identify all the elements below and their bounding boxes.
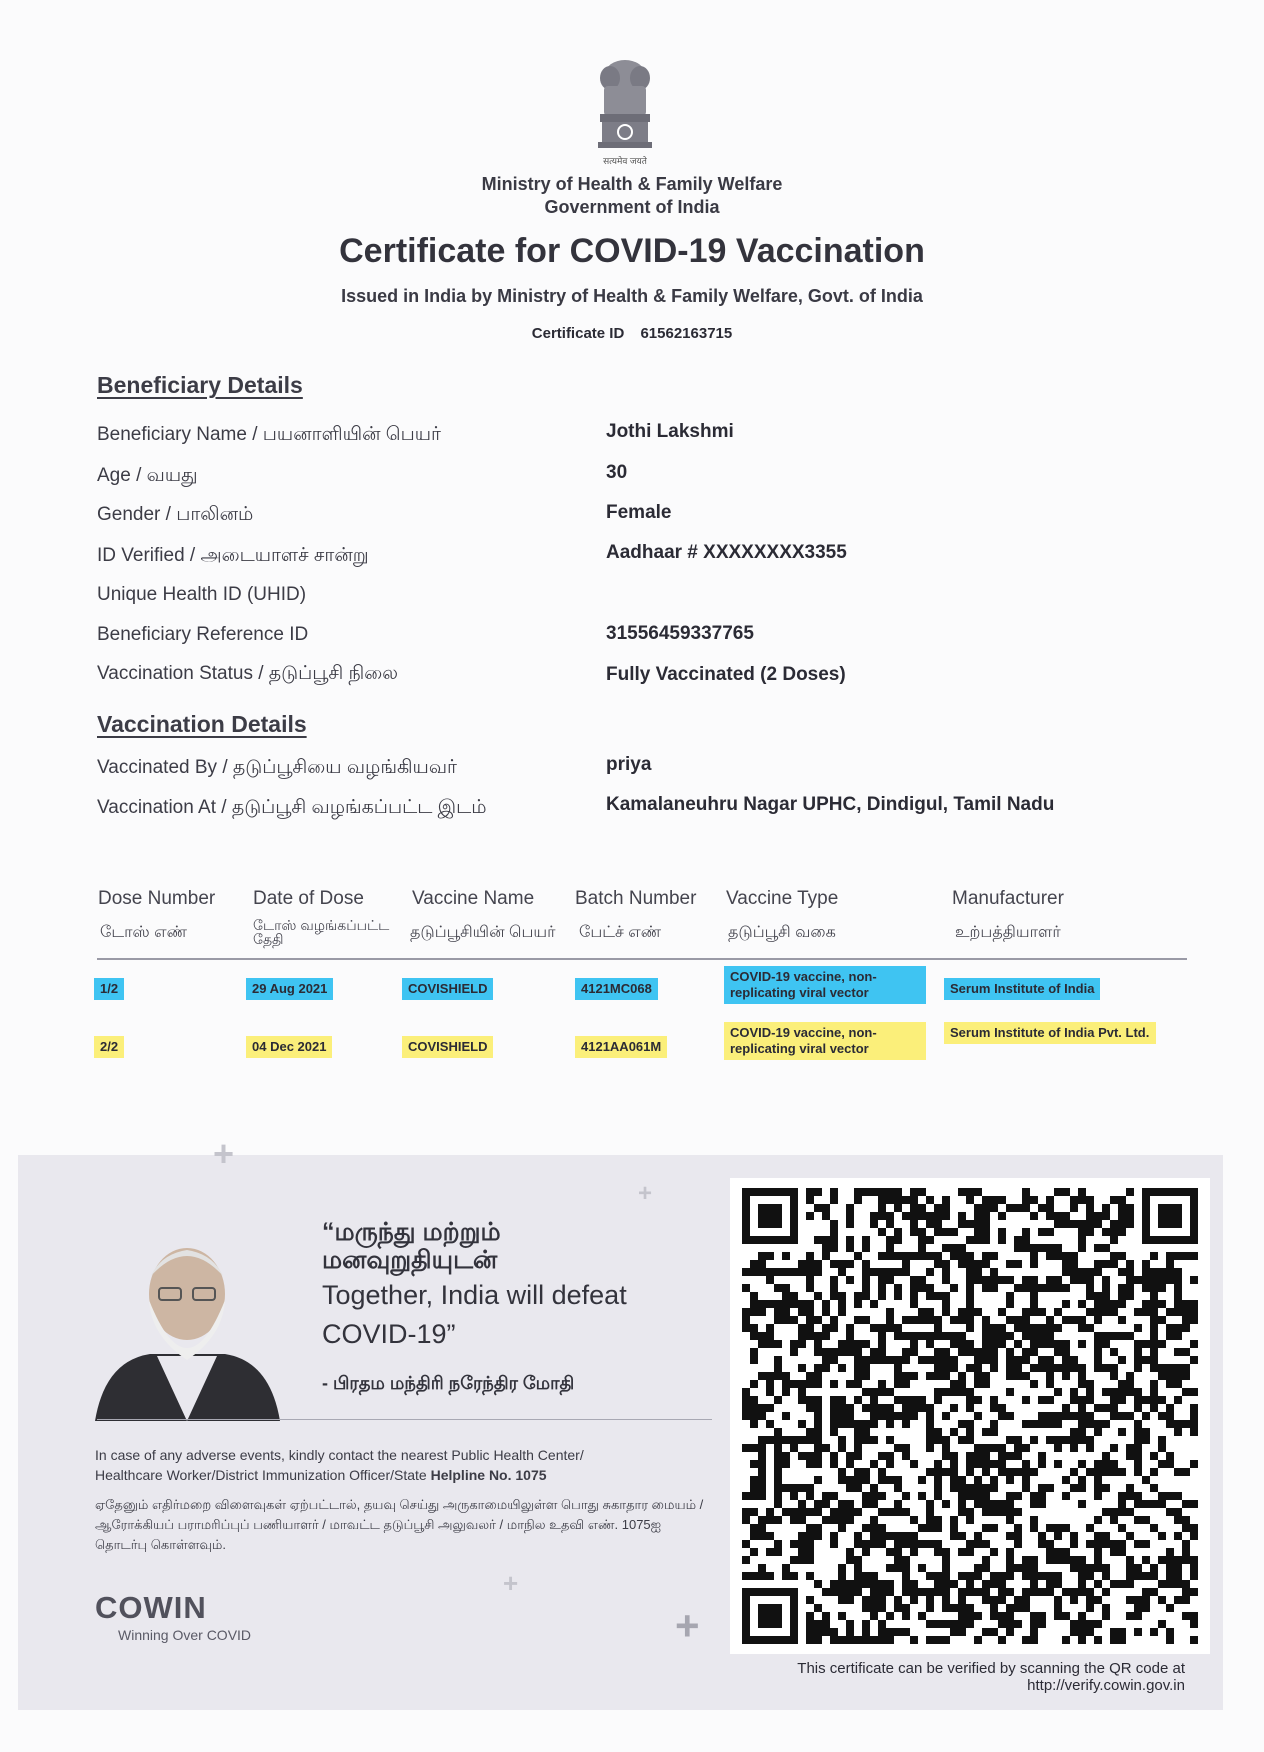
value-vaccinated-by: priya	[606, 754, 652, 775]
national-emblem	[592, 56, 658, 168]
col-header-dose-number-ta: டோஸ் எண்	[100, 924, 187, 941]
table-header-divider	[97, 958, 1187, 960]
dose-1-manufacturer: Serum Institute of India	[944, 978, 1100, 1000]
dose-1-type: COVID-19 vaccine, non-replicating viral vector	[724, 966, 926, 1004]
verification-url: http://verify.cowin.gov.in	[1027, 1677, 1185, 1694]
value-vaccination-at: Kamalaneuhru Nagar UPHC, Dindigul, Tamil Nadu	[606, 794, 1055, 815]
certificate-title: Certificate for COVID-19 Vaccination	[339, 232, 925, 270]
label-vaccination-status: Vaccination Status / தடுப்பூசி நிலை	[97, 663, 398, 684]
col-header-vaccine-name-ta: தடுப்பூசியின் பெயர்	[410, 924, 556, 941]
label-age: Age / வயது	[97, 465, 198, 486]
label-uhid: Unique Health ID (UHID)	[97, 584, 307, 605]
value-name: Jothi Lakshmi	[606, 421, 734, 442]
certificate-subtitle: Issued in India by Ministry of Health & Family Welfare, Govt. of India	[341, 286, 923, 306]
col-header-manufacturer: Manufacturer	[952, 888, 1064, 909]
dose-1-number: 1/2	[94, 978, 124, 1000]
footer-divider	[97, 1419, 712, 1420]
quote-tamil: “மருந்து மற்றும் மனவுறுதியுடன்	[322, 1218, 501, 1274]
quote-attribution: - பிரதம மந்திரி நரேந்திர மோதி	[322, 1373, 575, 1393]
dose-2-date: 04 Dec 2021	[246, 1036, 332, 1058]
label-vaccination-at: Vaccination At / தடுப்பூசி வழங்கப்பட்ட இடம்	[97, 797, 487, 818]
certificate-id-line	[0, 325, 1264, 342]
cowin-tagline: Winning Over COVID	[118, 1627, 252, 1643]
label-reference-id: Beneficiary Reference ID	[97, 624, 309, 645]
qr-code-container	[730, 1178, 1210, 1654]
label-vaccinated-by: Vaccinated By / தடுப்பூசியை வழங்கியவர்	[97, 757, 457, 778]
dose-1-vaccine: COVISHIELD	[402, 978, 493, 1000]
dose-1-date: 29 Aug 2021	[246, 978, 333, 1000]
beneficiary-heading: Beneficiary Details	[97, 372, 303, 398]
verification-notice	[720, 1660, 1185, 1694]
col-header-date-of-dose: Date of Dose	[253, 888, 364, 909]
plus-decoration-icon: +	[638, 1180, 653, 1207]
adverse-events-text: Healthcare Worker/District Immunization Officer/State	[95, 1467, 427, 1483]
dose-2-type: COVID-19 vaccine, non-replicating viral vector	[724, 1022, 926, 1060]
verification-qr-code	[742, 1188, 1198, 1644]
value-age: 30	[606, 462, 628, 483]
value-vaccination-status: Fully Vaccinated (2 Doses)	[606, 664, 846, 685]
plus-decoration-icon: +	[503, 1568, 519, 1598]
helpline-number: Helpline No. 1075	[430, 1467, 547, 1483]
dose-2-batch: 4121AA061M	[575, 1036, 667, 1058]
value-id-verified: Aadhaar # XXXXXXXX3355	[606, 542, 847, 563]
label-id-verified: ID Verified / அடையாளச் சான்று	[97, 545, 369, 566]
plus-decoration-icon: +	[213, 1133, 235, 1174]
emblem-motto: सत्यमेव जयते	[603, 156, 647, 166]
col-header-batch-number: Batch Number	[575, 888, 697, 909]
vaccination-heading: Vaccination Details	[97, 711, 307, 737]
value-reference-id: 31556459337765	[606, 623, 754, 644]
adverse-events-notice-tamil: ஏதேனும் எதிர்மறை விளைவுகள் ஏற்பட்டால், தயவு செய்து அருகாமையிலுள்ள பொது சுகாதார மையம் / ஆரோக்கியப் பராமரிப்புப் பணியாளர் / மாவட்ட தடுப்பூசி அலுவலர் / மாநில உதவி எண். 1075ஐ தொடர்பு கொள்ளவும்.	[95, 1497, 704, 1552]
cowin-logo: COWIN	[95, 1590, 207, 1625]
col-header-vaccine-type-ta: தடுப்பூசி வகை	[728, 924, 836, 941]
adverse-events-notice	[95, 1445, 715, 1485]
certificate-id-label: Certificate ID	[531, 325, 625, 342]
adverse-events-line-1: In case of any adverse events, kindly contact the nearest Public Health Center/	[95, 1447, 584, 1463]
label-name: Beneficiary Name / பயனாளியின் பெயர்	[97, 424, 441, 445]
plus-decoration-icon: +	[675, 1602, 700, 1649]
prime-minister-portrait	[95, 1236, 280, 1421]
col-header-vaccine-type: Vaccine Type	[726, 888, 839, 909]
dose-1-batch: 4121MC068	[575, 978, 658, 1000]
col-header-dose-number: Dose Number	[98, 888, 216, 909]
dose-2-number: 2/2	[94, 1036, 124, 1058]
dose-2-manufacturer: Serum Institute of India Pvt. Ltd.	[944, 1022, 1156, 1044]
quote-english-line-2: COVID-19”	[322, 1319, 456, 1349]
certificate-id-value: 61562163715	[640, 325, 733, 342]
col-header-date-of-dose-ta: டோஸ் வழங்கப்பட்ட தேதி	[253, 917, 390, 947]
label-gender: Gender / பாலினம்	[97, 504, 254, 525]
value-gender: Female	[606, 502, 672, 523]
col-header-batch-number-ta: பேட்ச் எண்	[579, 924, 662, 941]
verification-line-1: This certificate can be verified by scanning the QR code at	[797, 1660, 1185, 1677]
dose-2-vaccine: COVISHIELD	[402, 1036, 493, 1058]
government-name: Government of India	[544, 197, 720, 217]
quote-english-line-1: Together, India will defeat	[322, 1280, 627, 1310]
col-header-vaccine-name: Vaccine Name	[412, 888, 535, 909]
col-header-manufacturer-ta: உற்பத்தியாளர்	[955, 924, 1061, 941]
ministry-name: Ministry of Health & Family Welfare	[481, 174, 783, 194]
adverse-events-line-2	[95, 1465, 715, 1485]
